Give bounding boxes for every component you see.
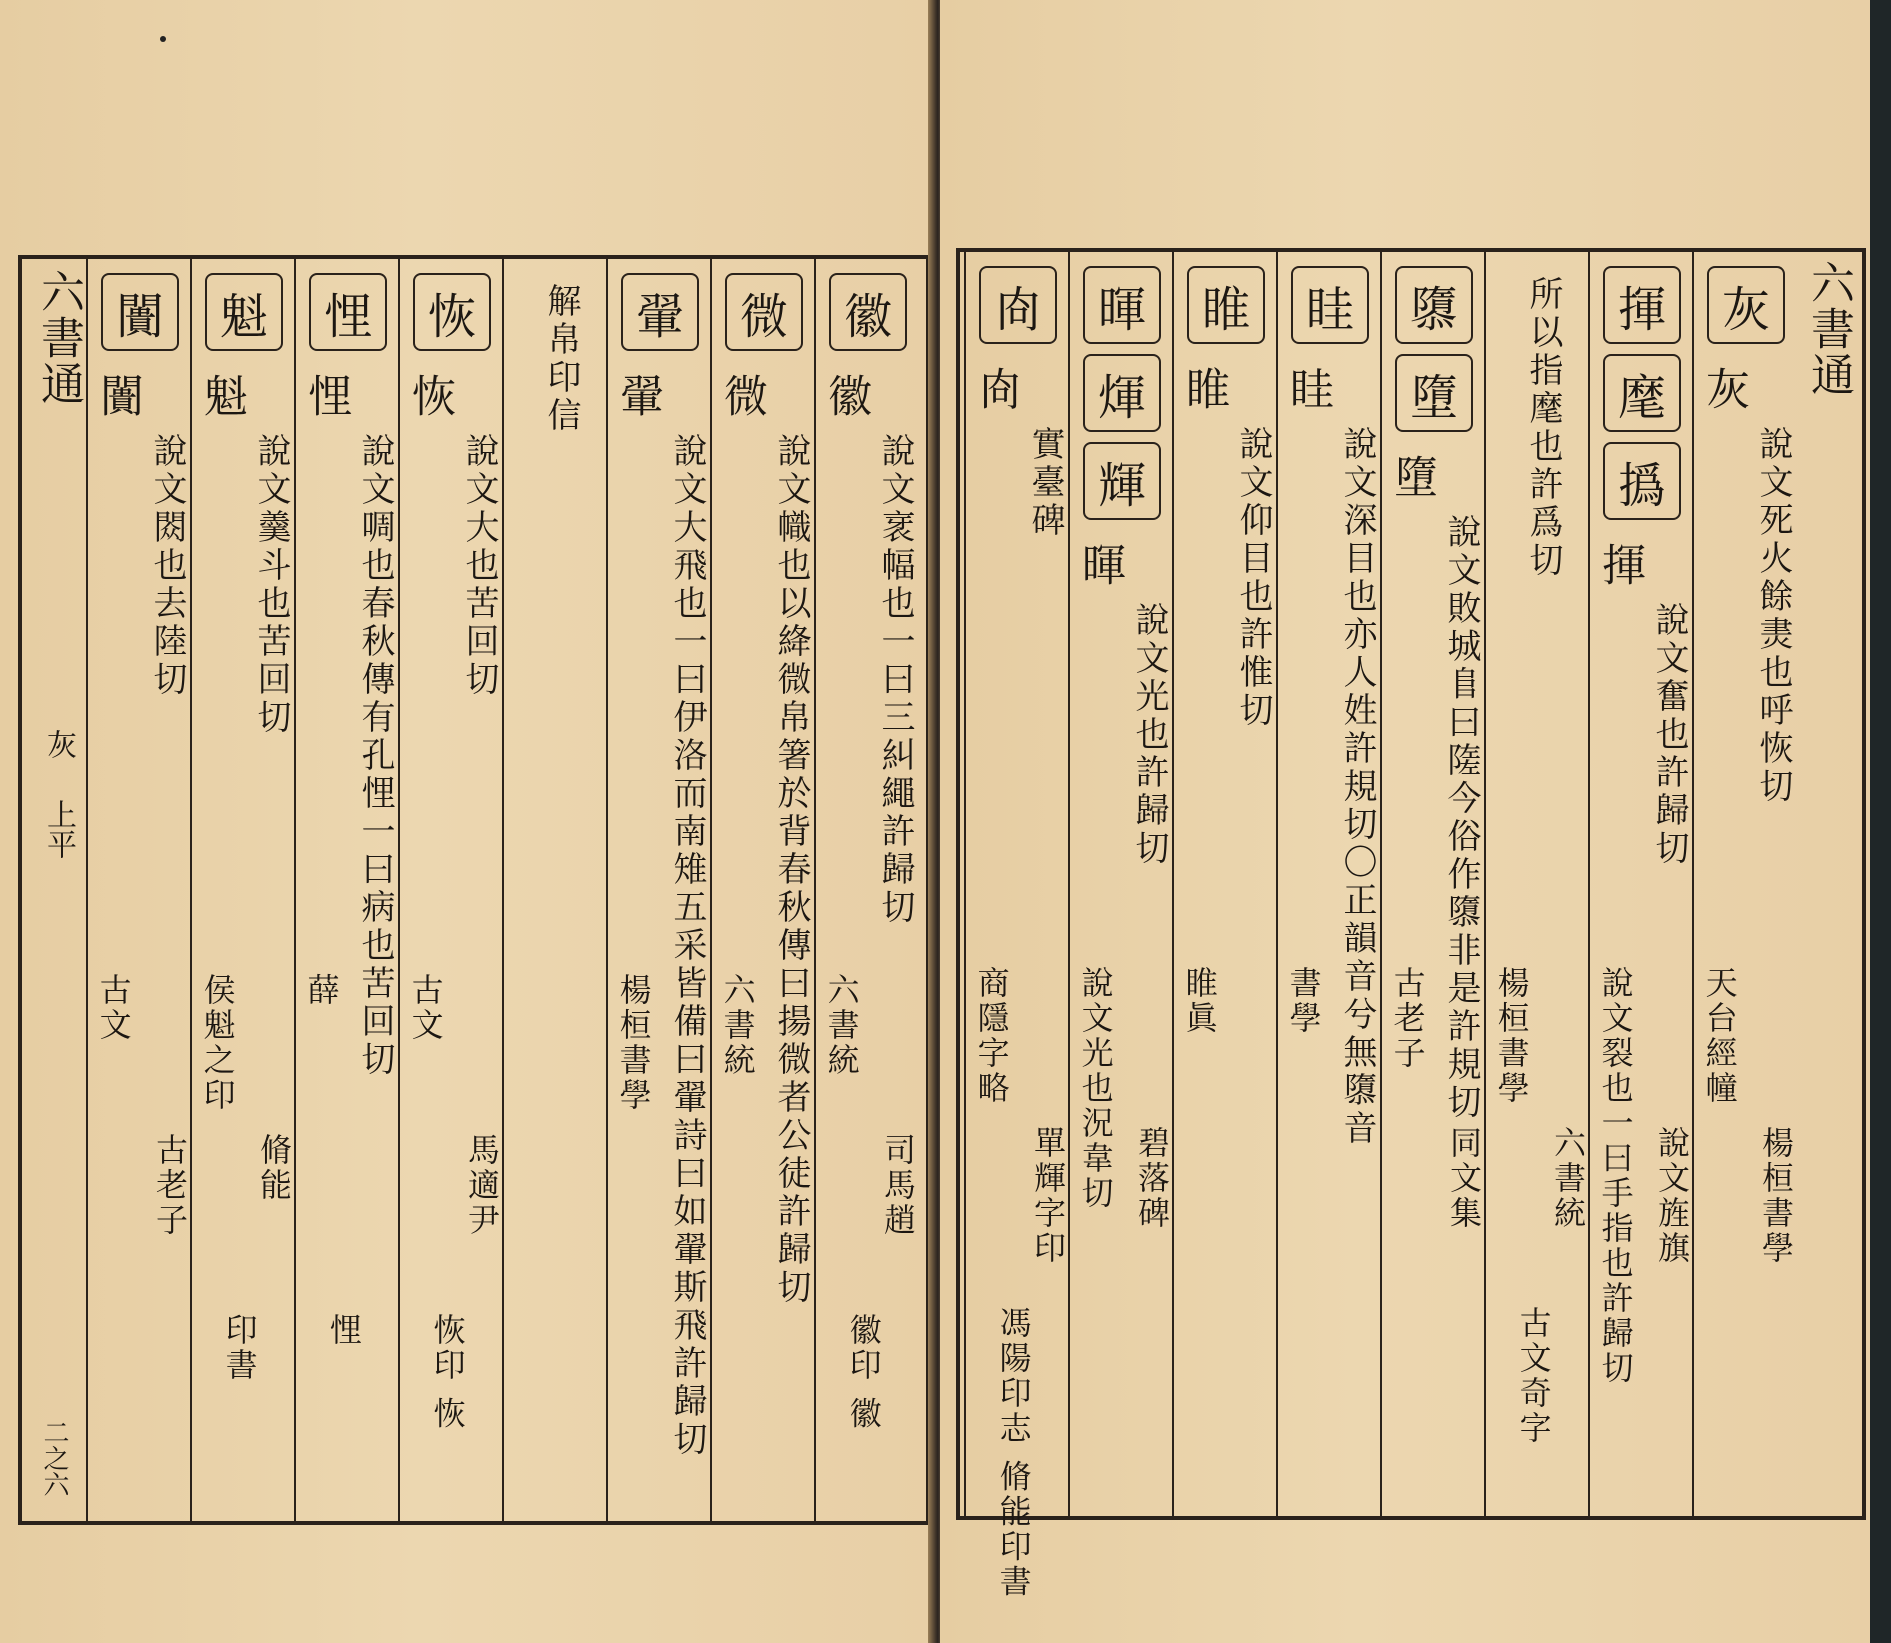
headword-box: 煇 [1083,354,1161,432]
ink-dot [160,36,166,42]
source-note: 六書統 [822,973,861,1078]
margin-title: 六書通 [33,269,84,407]
source-note: 馬適尹 [463,1133,501,1238]
entry-text: 說文閦也去陸切 [147,433,187,699]
entry-text: 解帛印信 [541,283,581,435]
entry-text: 說文光也許歸切 [1129,602,1169,868]
source-note: 脩能 [255,1133,293,1203]
seal-form: 墮 [1386,454,1437,508]
seal-form: 㕯 [970,366,1021,420]
headword-box: 睢 [1187,266,1265,344]
source-note: 楊桓書學 [614,973,653,1113]
entry-column [1382,266,1486,1506]
seal-note: 馮陽印志 脩能印書 [994,1306,1033,1600]
source-note: 同文集 [1445,1126,1483,1231]
source-note: 商隱字略 [972,966,1011,1106]
entry-text: 說文死火餘㶳也呼恢切 [1753,426,1793,806]
entry-text: 說文幟也以絳微帛箸於背春秋傳曰揚微者公徒許歸切 [771,433,811,1307]
seal-form: 眭 [1282,366,1333,420]
right-page-frame [956,248,1866,1600]
headword-box: 微 [725,273,803,351]
source-note: 六書統 [1549,1126,1587,1231]
source-note: 薛 [302,973,341,1008]
headword-box: 魁 [205,273,283,351]
left-page [0,0,934,1643]
entry-column [192,273,296,1511]
source-note: 說文旌旗 [1653,1126,1691,1266]
seal-note: 恢印 恢 [428,1313,467,1432]
entry-text: 說文奮也許歸切 [1649,602,1689,868]
entry-column [816,273,920,1511]
headword-box: 揮 [1603,266,1681,344]
source-note: 天台經幢 [1700,966,1739,1106]
right-page [940,0,1870,1643]
seal-form: 徽 [820,373,871,427]
headword-box: 墮 [1395,354,1473,432]
headword-box: 隳 [1395,266,1473,344]
source-note: 楊桓書學 [1492,966,1531,1106]
entry-column [1694,266,1798,1506]
margin-title: 六書通 [1803,260,1854,398]
seal-note: 印書 [220,1313,259,1383]
headword-box: 輝 [1083,442,1161,520]
seal-form: 恢 [404,373,455,427]
entry-column [296,273,400,1511]
seal-form: 悝 [300,373,351,427]
seal-form: 暉 [1074,542,1125,596]
entry-column [1486,266,1590,1506]
headword-box: 恢 [413,273,491,351]
headword-box: 灰 [1707,266,1785,344]
entry-text: 說文敗城𨸏曰隓今俗作隳非是許規切 [1441,514,1481,1122]
entry-text: 說文深目也亦人姓許規切〇正韻音兮無隳音 [1337,426,1377,1148]
entry-column [400,273,504,1511]
entry-column [88,273,192,1511]
entry-column [608,273,712,1511]
headword-box: 翬 [621,273,699,351]
entry-text: 說文羹斗也苦回切 [251,433,291,737]
seal-note: 徽印 徽 [844,1313,883,1432]
seal-form: 揮 [1594,542,1645,596]
headword-box: 麾 [1603,354,1681,432]
entry-text: 所以指麾也許爲切 [1523,276,1563,580]
entry-text: 實臺碑 [1025,426,1065,540]
entry-column [1590,266,1694,1506]
entry-column [712,273,816,1511]
margin-rhyme: 灰 [41,729,76,759]
entry-column [1070,266,1174,1506]
source-note: 睢眞 [1180,966,1219,1036]
source-note: 古文 [406,973,445,1043]
entry-text: 說文衺幅也一曰三糾繩許歸切 [875,433,915,927]
source-note: 碧落碑 [1133,1126,1171,1231]
margin-tone: 上平 [41,799,76,859]
seal-form: 魁 [196,373,247,427]
source-note: 單輝字印 [1029,1126,1067,1266]
seal-note: 古文奇字 [1514,1306,1553,1446]
source-note: 司馬趙 [879,1133,917,1238]
seal-form: 翬 [612,373,663,427]
headword-box: 暉 [1083,266,1161,344]
headword-box: 撝 [1603,442,1681,520]
source-note: 侯魁之印 [198,973,237,1113]
seal-form: 灰 [1698,366,1749,420]
entry-column [504,273,608,1511]
source-note: 楊桓書學 [1757,1126,1795,1266]
seal-form: 闠 [92,373,143,427]
entry-text: 說文大飛也一曰伊洛而南雉五采皆備曰翬詩曰如翬斯飛許歸切 [667,433,707,1459]
seal-form: 微 [716,373,767,427]
source-note: 古老子 [1388,966,1427,1071]
source-note: 六書統 [718,973,757,1078]
headword-box: 悝 [309,273,387,351]
entry-column [1174,266,1278,1506]
entry-text: 說文啁也春秋傳有孔悝一曰病也苦回切 [355,433,395,1079]
source-note: 說文光也況韋切 [1076,966,1115,1211]
entry-column [966,266,1070,1600]
source-note: 古老子 [151,1133,189,1238]
entry-text: 說文仰目也許惟切 [1233,426,1273,730]
source-note: 說文裂也一曰手指也許歸切 [1596,966,1635,1386]
source-note: 書學 [1284,966,1323,1036]
headword-box: 眭 [1291,266,1369,344]
headword-box: 㕯 [979,266,1057,344]
headword-box: 徽 [829,273,907,351]
entry-text: 說文大也苦回切 [459,433,499,699]
left-page-frame [18,255,930,1525]
entry-column [1278,266,1382,1506]
source-note: 古文 [94,973,133,1043]
seal-form: 睢 [1178,366,1229,420]
folio: 二之六 [39,1419,69,1497]
seal-note: 悝 [324,1313,363,1348]
headword-box: 闠 [101,273,179,351]
